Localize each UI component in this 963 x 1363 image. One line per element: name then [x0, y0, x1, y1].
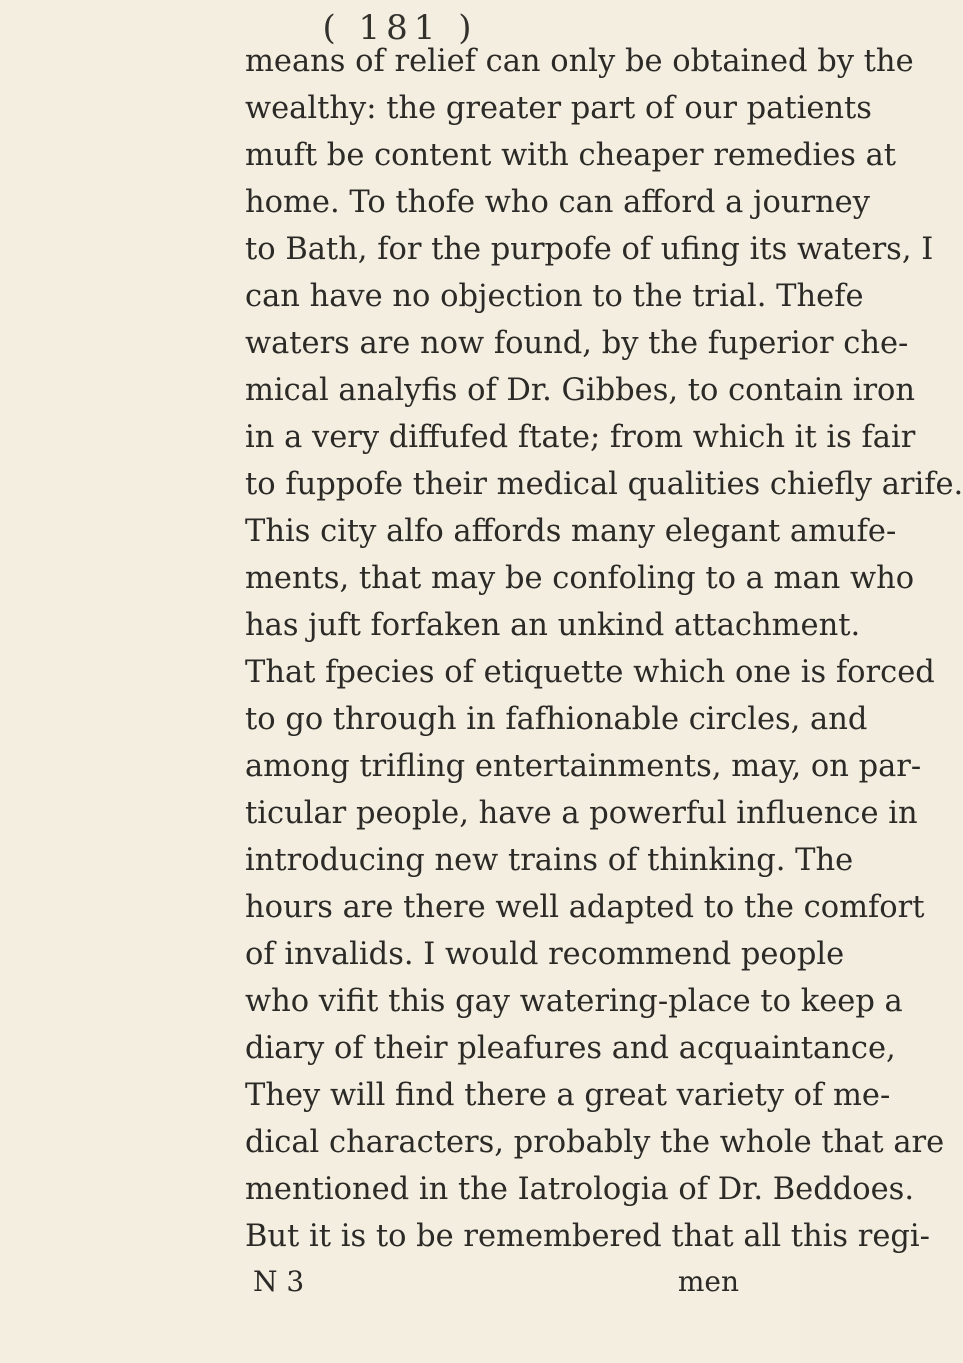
- text-line: who vifit this gay watering-place to keep a: [245, 984, 903, 1019]
- text-line: to go through in fafhionable circles, and: [245, 702, 868, 737]
- text-line: can have no objection to the trial. Thefe: [245, 279, 864, 314]
- text-line: to Bath, for the purpofe of ufing its waters, I: [245, 232, 934, 267]
- text-line: has juft forfaken an unkind attachment.: [245, 608, 861, 643]
- page-footer: [245, 1262, 753, 1302]
- text-line: introducing new trains of thinking. The: [245, 843, 854, 878]
- text-line: muft be content with cheaper remedies at: [245, 138, 897, 173]
- text-line: This city alfo affords many elegant amufe-: [245, 514, 897, 549]
- text-line: wealthy: the greater part of our patients: [245, 91, 872, 126]
- text-line: diary of their pleafures and acquaintance,: [245, 1031, 896, 1066]
- text-line: to fuppofe their medical qualities chiefly arife.: [245, 467, 963, 502]
- text-line: home. To thofe who can afford a journey: [245, 185, 870, 220]
- text-line: mentioned in the Iatrologia of Dr. Beddoes.: [245, 1172, 915, 1207]
- text-line: among trifling entertainments, may, on par-: [245, 749, 922, 784]
- text-line: of invalids. I would recommend people: [245, 937, 845, 972]
- text-line: They will find there a great variety of me-: [245, 1078, 891, 1113]
- catchword: men: [677, 1265, 739, 1298]
- text-line: in a very diffufed ftate; from which it is fair: [245, 420, 916, 455]
- text-line: waters are now found, by the fuperior che-: [245, 326, 909, 361]
- text-line: mical analyfis of Dr. Gibbes, to contain iron: [245, 373, 916, 408]
- text-line: hours are there well adapted to the comfort: [245, 890, 925, 925]
- text-line: means of relief can only be obtained by the: [245, 44, 914, 79]
- signature-mark: N 3: [253, 1265, 305, 1298]
- text-line: ments, that may be confoling to a man who: [245, 561, 915, 596]
- page-number-header: ( 181 ): [322, 8, 478, 48]
- text-line: That fpecies of etiquette which one is forced: [245, 655, 935, 690]
- text-line: But it is to be remembered that all this regi-: [245, 1219, 930, 1254]
- text-line: dical characters, probably the whole that are: [245, 1125, 945, 1160]
- text-line: ticular people, have a powerful influence in: [245, 796, 918, 831]
